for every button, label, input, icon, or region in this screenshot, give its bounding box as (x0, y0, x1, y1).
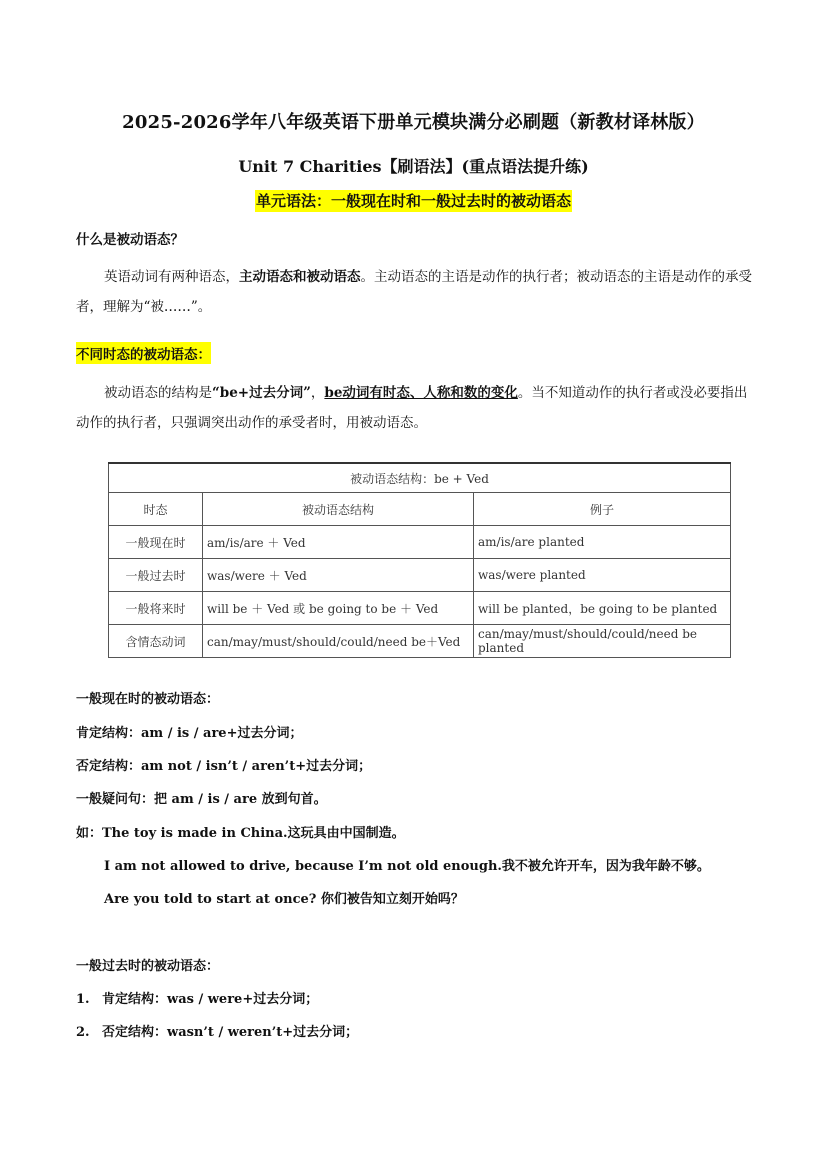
structure-text-a: 被动语态的结构是 (104, 385, 212, 401)
present-question: 一般疑问句：把 am / is / are 放到句首。 (76, 792, 327, 807)
cell-tense: 一般现在时 (109, 526, 203, 559)
list-item (76, 1021, 358, 1040)
header-structure: 被动语态结构 (203, 493, 474, 526)
table-row (109, 592, 731, 625)
document-subtitle: Unit 7 Charities【刷语法】(重点语法提升练) (238, 157, 589, 176)
table-row (109, 625, 731, 658)
cell-structure: can/may/must/should/could/need be＋Ved (203, 625, 474, 658)
header-example: 例子 (474, 493, 731, 526)
intro-text-a: 英语动词有两种语态， (104, 269, 239, 285)
cell-structure: am/is/are ＋ Ved (203, 526, 474, 559)
structure-text-e: 。当不知道动作的执行者或没必要指出动作的执行者，只强调突出动作的承受者时，用被动语态。 (76, 385, 748, 431)
document-title: 2025-2026学年八年级英语下册单元模块满分必刷题（新教材译林版） (122, 112, 705, 133)
what-is-passive-heading: 什么是被动语态？ (76, 232, 184, 248)
present-negative: 否定结构：am not / isn’t / aren’t+过去分词； (76, 759, 372, 774)
list-item-text: 否定结构：wasn’t / weren’t+过去分词； (102, 1025, 359, 1040)
intro-text-c: 。主动语态的主语是动作的执行者；被动语态的主语是动作的承受者，理解为“被……”。 (76, 269, 752, 315)
present-example-2: I am not allowed to drive, because I’m not old enough.我不被允许开车，因为我年龄不够。 (104, 859, 710, 874)
cell-tense: 一般过去时 (109, 559, 203, 592)
passive-structure-table (108, 462, 731, 658)
table-header-row (109, 493, 731, 526)
cell-structure: was/were ＋ Ved (203, 559, 474, 592)
table-caption-row (109, 463, 731, 493)
intro-text-bold: 主动语态和被动语态 (239, 269, 361, 285)
present-affirmative: 肯定结构：am / is / are+过去分词； (76, 726, 303, 741)
table-caption: 被动语态结构：be + Ved (109, 463, 731, 493)
cell-tense: 一般将来时 (109, 592, 203, 625)
cell-example: will be planted，be going to be planted (474, 592, 731, 625)
list-item-number: 1. (76, 992, 90, 1007)
cell-example: was/were planted (474, 559, 731, 592)
cell-structure: will be ＋ Ved 或 be going to be ＋ Ved (203, 592, 474, 625)
intro-paragraph (76, 262, 756, 322)
structure-paragraph (76, 378, 756, 438)
structure-text-underlined: be动词有时态、人称和数的变化 (324, 385, 518, 401)
list-item-number: 2. (76, 1025, 90, 1040)
cell-example: can/may/must/should/could/need be planted (474, 625, 731, 658)
list-item (76, 988, 318, 1007)
cell-example: am/is/are planted (474, 526, 731, 559)
present-example-3: Are you told to start at once? 你们被告知立刻开始吗？ (104, 892, 464, 907)
present-passive-heading: 一般现在时的被动语态： (76, 692, 220, 707)
unit-grammar-banner-text: 单元语法：一般现在时和一般过去时的被动语态 (255, 192, 571, 210)
structure-text-c: ， (310, 385, 325, 401)
tense-passive-label: 不同时态的被动语态： (76, 342, 211, 364)
unit-grammar-banner (0, 190, 827, 211)
cell-tense: 含情态动词 (109, 625, 203, 658)
table-row (109, 559, 731, 592)
list-item-text: 肯定结构：was / were+过去分词； (102, 992, 319, 1007)
past-passive-heading: 一般过去时的被动语态： (76, 959, 220, 974)
table-row (109, 526, 731, 559)
structure-text-bold: “be+过去分词” (212, 385, 311, 401)
present-example-1: 如：The toy is made in China.这玩具由中国制造。 (76, 826, 405, 841)
header-tense: 时态 (109, 493, 203, 526)
